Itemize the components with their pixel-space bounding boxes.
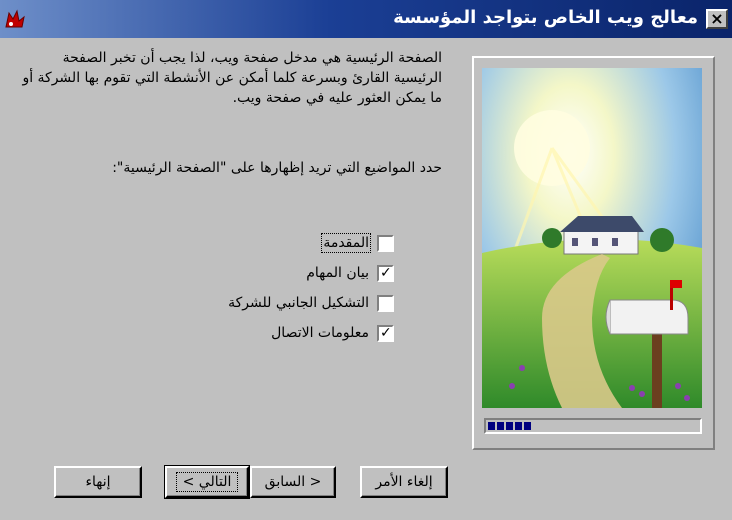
checkbox-mission-statement[interactable] [377, 265, 394, 282]
window-title: معالج ويب الخاص بتواجد المؤسسة [393, 7, 698, 28]
progress-block [524, 422, 531, 430]
progress-block [497, 422, 504, 430]
checkmark-icon: ✓ [380, 324, 392, 341]
illustration-panel [472, 56, 715, 450]
home-mailbox-illustration [482, 68, 702, 408]
progress-bar [484, 418, 702, 434]
finish-button-label: إنهاء [85, 474, 111, 490]
back-button[interactable] [250, 466, 336, 498]
option-contact-info[interactable] [228, 318, 394, 348]
intro-text: الصفحة الرئيسية هي مدخل صفحة ويب، لذا يجب أن تخبر الصفحة الرئيسية القارئ وبسرعة كلما أمكن عن الأنشطة التي تقوم بها الشركة أو ما يمكن العثور عليه في صفحة ويب. [22, 50, 442, 106]
back-button-label: < السابق [264, 474, 322, 490]
next-button-label: التالي > [176, 472, 239, 492]
option-introduction[interactable] [228, 228, 394, 258]
cancel-button[interactable] [360, 466, 448, 498]
option-label: معلومات الاتصال [271, 325, 369, 341]
checkmark-icon: ✓ [380, 264, 392, 281]
option-label: المقدمة [323, 235, 369, 251]
progress-block [488, 422, 495, 430]
option-company-profile[interactable] [228, 288, 394, 318]
app-icon [3, 7, 27, 31]
close-icon: × [710, 9, 724, 28]
option-label: بيان المهام [306, 265, 369, 281]
finish-button[interactable] [54, 466, 142, 498]
cancel-button-label: إلغاء الأمر [375, 474, 433, 490]
checkbox-introduction[interactable] [377, 235, 394, 252]
progress-fill [488, 422, 531, 430]
house-icon [560, 216, 644, 254]
close-button[interactable] [706, 9, 728, 29]
progress-block [515, 422, 522, 430]
topics-prompt: حدد المواضيع التي تريد إظهارها على "الصفحة الرئيسية": [112, 160, 442, 176]
checkbox-company-profile[interactable] [377, 295, 394, 312]
progress-block [506, 422, 513, 430]
title-bar[interactable] [0, 0, 732, 38]
checkbox-contact-info[interactable] [377, 325, 394, 342]
option-label: التشكيل الجانبي للشركة [228, 295, 369, 311]
next-button[interactable] [165, 466, 249, 498]
topics-options [228, 228, 394, 348]
option-mission-statement[interactable] [228, 258, 394, 288]
